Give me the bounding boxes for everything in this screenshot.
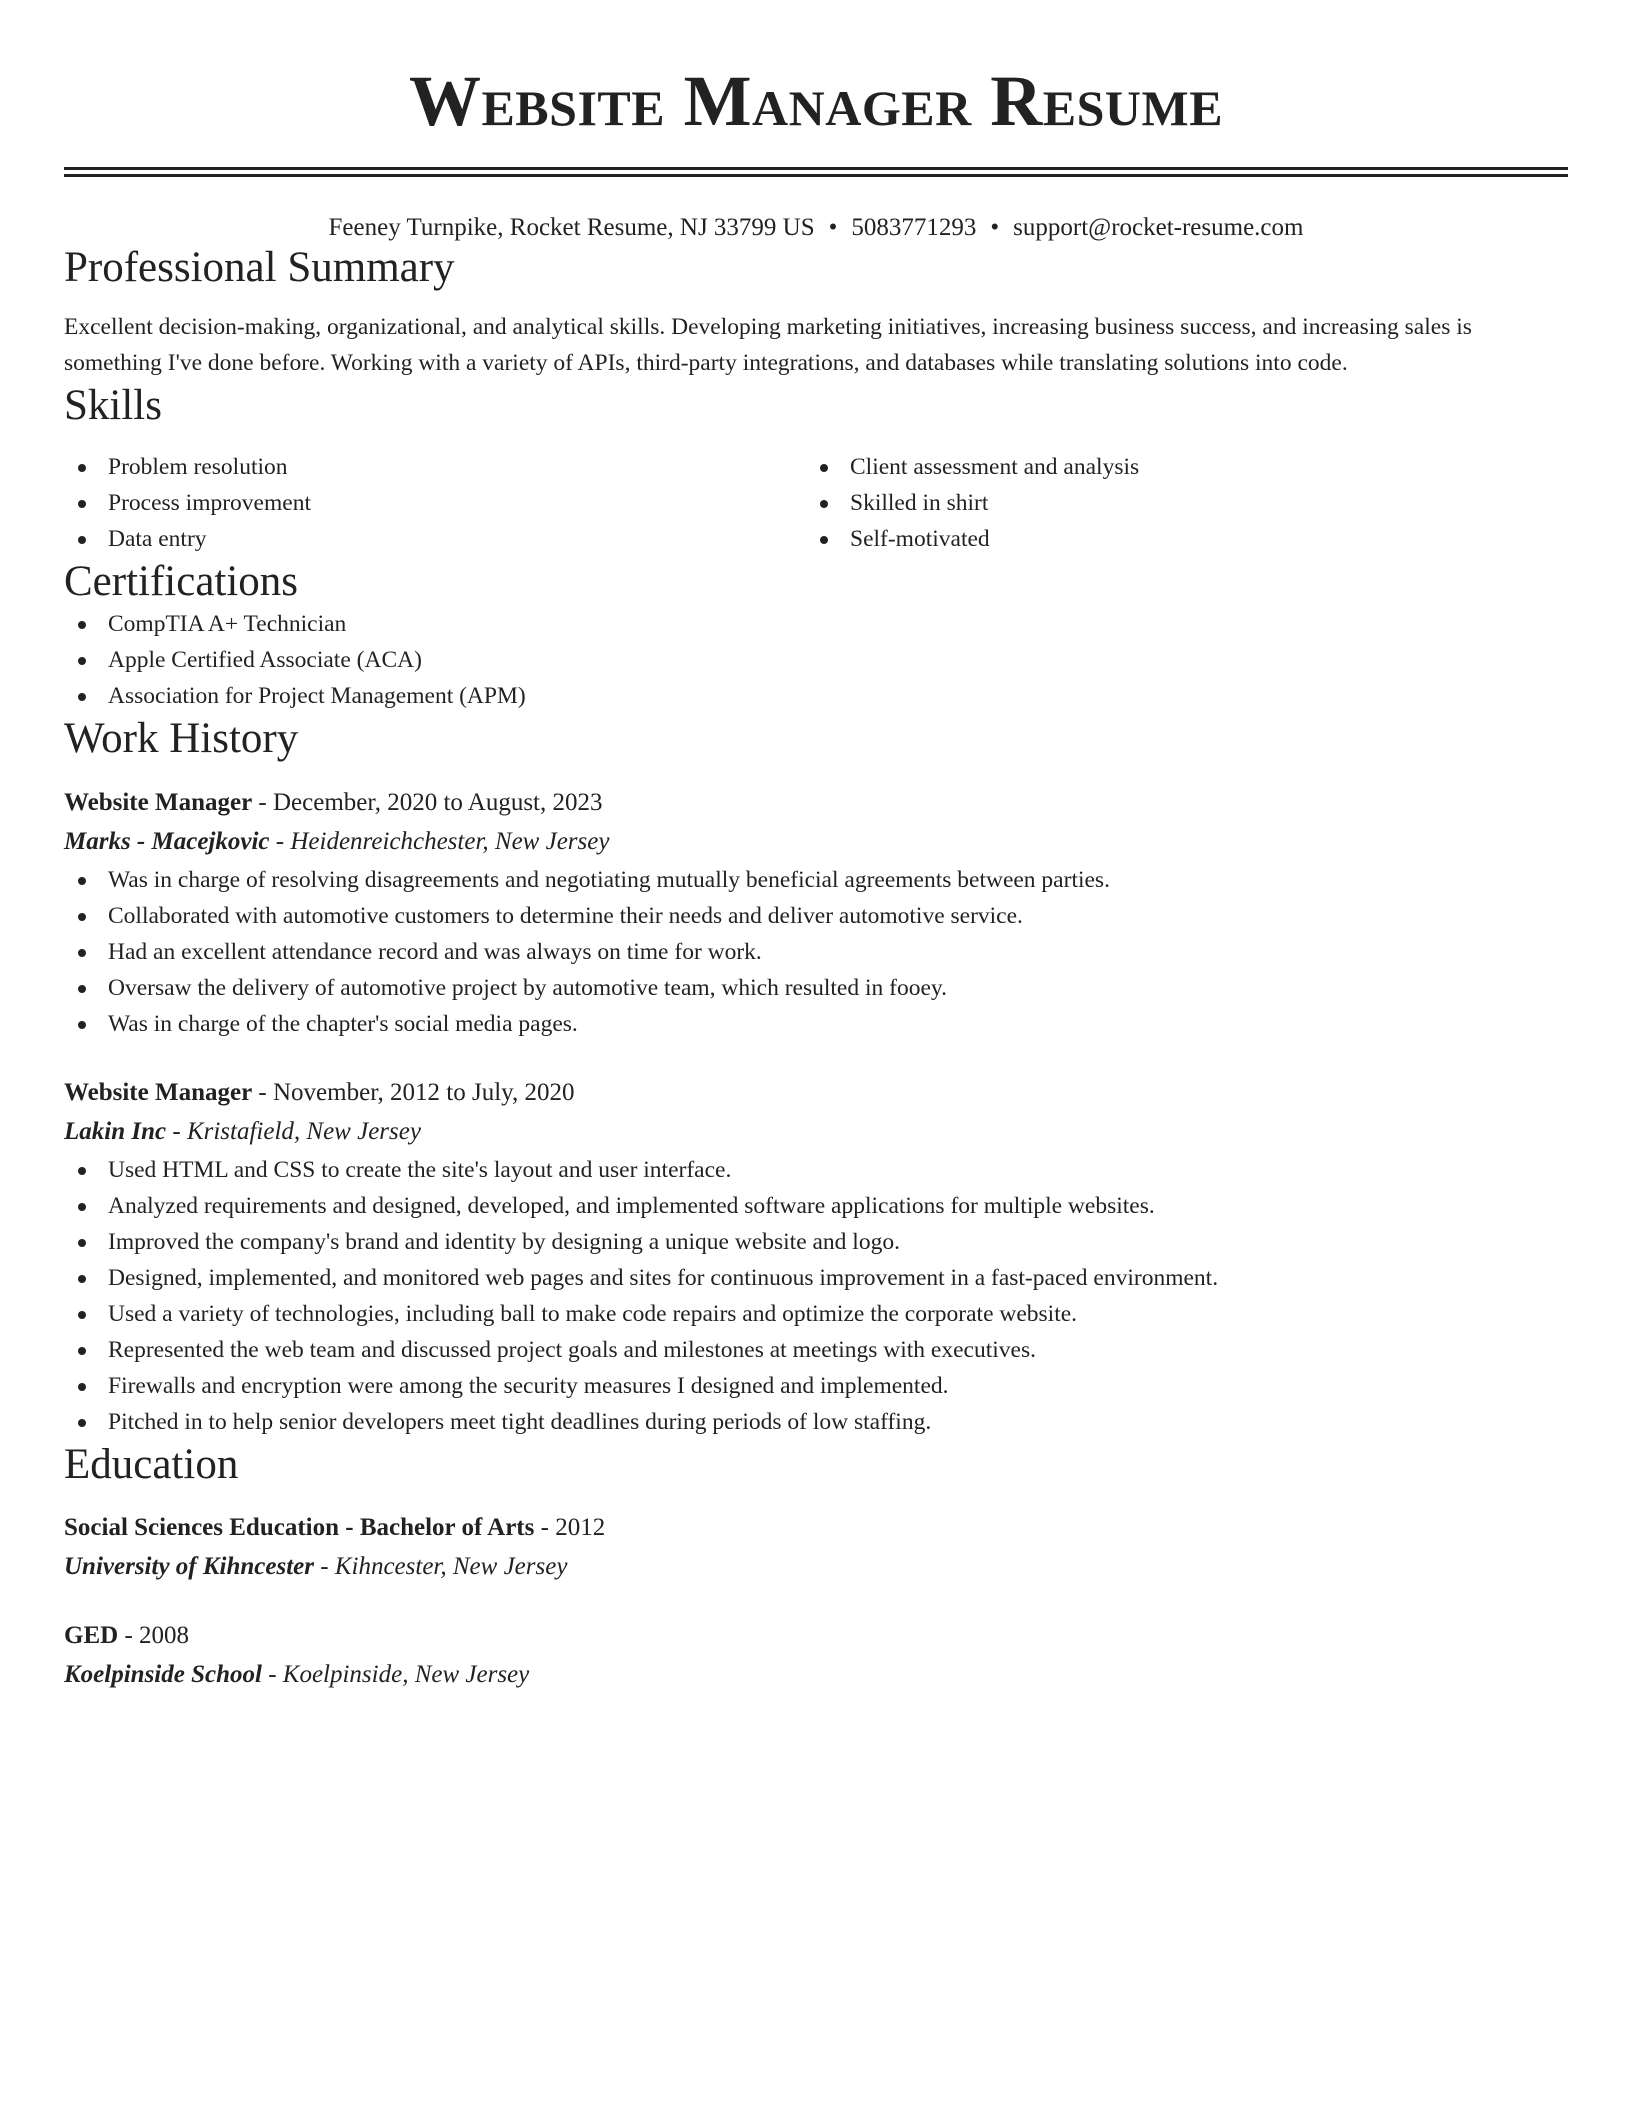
work-history-heading: Work History <box>64 715 299 763</box>
bullet-dot <box>820 536 828 544</box>
duty-text: Was in charge of resolving disagreements and negotiating mutually beneficial agreements between parties. <box>108 866 1110 893</box>
summary-heading: Professional Summary <box>64 244 455 291</box>
dash: - <box>534 1514 556 1542</box>
bullet-dot <box>78 464 86 472</box>
list-item <box>64 606 1568 642</box>
skill-text: Client assessment and analysis <box>850 453 1140 480</box>
contact-separator: • <box>828 214 838 241</box>
bullet-dot <box>78 1383 86 1391</box>
skill-text: Process improvement <box>108 489 311 516</box>
resume-title: Website Manager Resume <box>408 61 1224 141</box>
school-line <box>64 1547 1568 1587</box>
degree-year: 2008 <box>139 1622 190 1650</box>
dash: - <box>261 1661 283 1689</box>
skill-text: Data entry <box>108 525 207 552</box>
duty-text: Pitched in to help senior developers meet tight deadlines during periods of low staffing. <box>108 1408 932 1435</box>
duty-text: Represented the web team and discussed project goals and milestones at meetings with executives. <box>108 1336 1036 1363</box>
school-name: Koelpinside School <box>64 1661 262 1689</box>
skills-list-right <box>806 449 1548 557</box>
list-item <box>64 521 806 557</box>
school-location: Koelpinside, New Jersey <box>282 1661 530 1689</box>
list-item <box>64 1368 1568 1404</box>
list-item <box>806 485 1548 521</box>
bullet-dot <box>78 1167 86 1175</box>
list-item <box>64 1296 1568 1332</box>
employer-name: Marks - Macejkovic <box>64 827 270 855</box>
job-duties-list <box>64 862 1568 1042</box>
bullet-dot <box>78 500 86 508</box>
degree-line <box>64 1617 1568 1655</box>
dash: - <box>166 1117 187 1145</box>
bullet-dot <box>820 464 828 472</box>
contact-address: Feeney Turnpike, Rocket Resume, NJ 33799 US <box>328 214 815 241</box>
skills-heading: Skills <box>64 382 162 430</box>
bullet-dot <box>78 536 86 544</box>
list-item <box>64 862 1568 898</box>
school-line <box>64 1655 1568 1695</box>
dash: - <box>118 1622 140 1650</box>
bullet-dot <box>78 1311 86 1319</box>
bullet-dot <box>78 1021 86 1029</box>
degree-name: Social Sciences Education - Bachelor of Arts <box>64 1514 535 1542</box>
employer-location: Heidenreichchester, New Jersey <box>290 827 610 855</box>
bullet-dot <box>78 1203 86 1211</box>
list-item <box>64 1260 1568 1296</box>
list-item <box>64 1152 1568 1188</box>
employer-line <box>64 1112 1568 1152</box>
list-item <box>64 1006 1568 1042</box>
list-item <box>806 449 1548 485</box>
degree-name: GED <box>64 1622 119 1650</box>
school-name: University of Kihncester <box>64 1553 314 1581</box>
bullet-dot <box>78 949 86 957</box>
degree-year: 2012 <box>555 1514 606 1542</box>
bullet-dot <box>78 657 86 665</box>
certification-text: Association for Project Management (APM) <box>108 683 526 710</box>
list-item <box>64 678 1568 714</box>
list-item <box>64 1224 1568 1260</box>
skill-text: Skilled in shirt <box>850 489 989 516</box>
contact-separator: • <box>990 214 1000 241</box>
bullet-dot <box>820 500 828 508</box>
duty-text: Designed, implemented, and monitored web pages and sites for continuous improvement in a fast-paced environment. <box>108 1264 1219 1291</box>
bullet-dot <box>78 621 86 629</box>
job-dates: December, 2020 to August, 2023 <box>273 788 603 816</box>
job-title: Website Manager <box>64 788 253 816</box>
duty-text: Analyzed requirements and designed, developed, and implemented software applications for multiple websites. <box>108 1192 1155 1219</box>
dash: - <box>252 1078 273 1106</box>
list-item <box>64 1332 1568 1368</box>
job-title: Website Manager <box>64 1078 253 1106</box>
bullet-dot <box>78 1347 86 1355</box>
contact-line <box>64 213 1568 243</box>
dash: - <box>269 827 291 855</box>
employer-line <box>64 822 1568 862</box>
list-item <box>64 1404 1568 1440</box>
skills-grid <box>64 449 1568 557</box>
education-entry <box>64 1617 1568 1695</box>
list-item <box>64 1188 1568 1224</box>
list-item <box>64 970 1568 1006</box>
degree-line <box>64 1509 1568 1547</box>
dash: - <box>252 788 273 816</box>
duty-text: Used HTML and CSS to create the site's layout and user interface. <box>108 1156 732 1183</box>
contact-phone: 5083771293 <box>851 214 977 241</box>
list-item <box>64 485 806 521</box>
job-entry <box>64 784 1568 1042</box>
bullet-dot <box>78 1275 86 1283</box>
job-duties-list <box>64 1152 1568 1440</box>
list-item <box>806 521 1548 557</box>
job-dates: November, 2012 to July, 2020 <box>273 1078 575 1106</box>
list-item <box>64 898 1568 934</box>
employer-location: Kristafield, New Jersey <box>186 1117 421 1145</box>
bullet-dot <box>78 913 86 921</box>
duty-text: Collaborated with automotive customers to determine their needs and deliver automotive service. <box>108 902 1023 929</box>
list-item <box>64 449 806 485</box>
summary-text: Excellent decision-making, organizational, and analytical skills. Developing marketing initiatives, increasing business success, and increasing sales is something I've done before. Working with a variety of APIs, third-party integrations, and databases while translating solutions into code. <box>64 314 1472 377</box>
certification-text: CompTIA A+ Technician <box>108 611 347 638</box>
duty-text: Improved the company's brand and identity by designing a unique website and logo. <box>108 1228 900 1255</box>
duty-text: Had an excellent attendance record and was always on time for work. <box>108 938 762 965</box>
duty-text: Oversaw the delivery of automotive project by automotive team, which resulted in fooey. <box>108 974 948 1001</box>
skills-list-left <box>64 449 806 557</box>
job-title-line <box>64 1074 1568 1112</box>
dash: - <box>314 1553 335 1581</box>
bullet-dot <box>78 1419 86 1427</box>
employer-name: Lakin Inc <box>64 1117 167 1145</box>
title-double-rule <box>64 167 1568 177</box>
list-item <box>64 642 1568 678</box>
duty-text: Was in charge of the chapter's social media pages. <box>108 1010 578 1037</box>
bullet-dot <box>78 877 86 885</box>
bullet-dot <box>78 1239 86 1247</box>
duty-text: Firewalls and encryption were among the security measures I designed and implemented. <box>108 1372 949 1399</box>
education-heading: Education <box>64 1440 239 1488</box>
certifications-list <box>64 606 1568 714</box>
contact-email: support@rocket-resume.com <box>1013 214 1304 241</box>
education-entry <box>64 1509 1568 1587</box>
bullet-dot <box>78 985 86 993</box>
bullet-dot <box>78 693 86 701</box>
duty-text: Used a variety of technologies, including ball to make code repairs and optimize the corporate website. <box>108 1300 1078 1327</box>
job-entry <box>64 1074 1568 1440</box>
skill-text: Self-motivated <box>850 525 990 552</box>
skill-text: Problem resolution <box>108 453 288 480</box>
list-item <box>64 934 1568 970</box>
job-title-line <box>64 784 1568 822</box>
certification-text: Apple Certified Associate (ACA) <box>108 647 422 674</box>
certifications-heading: Certifications <box>64 557 299 605</box>
school-location: Kihncester, New Jersey <box>334 1553 568 1581</box>
